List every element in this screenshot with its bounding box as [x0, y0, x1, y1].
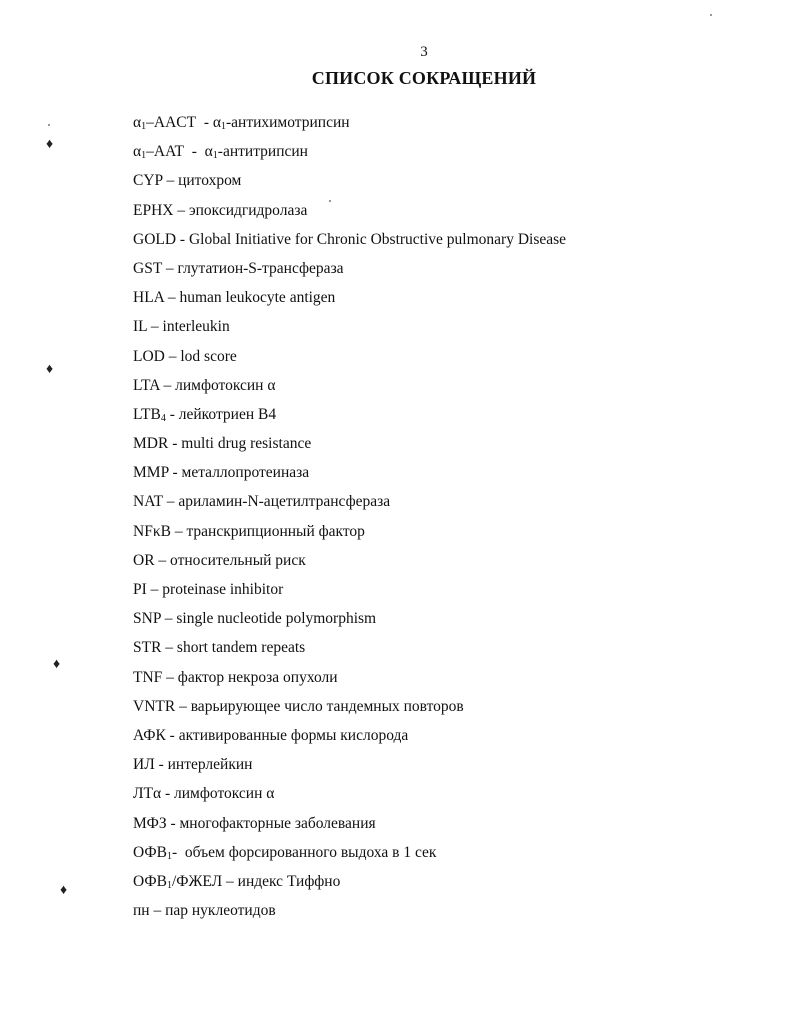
abbreviation-list	[133, 112, 566, 929]
abbreviation-entry: $\alpha_1$–AACT - $\alpha_1$-антихимотрипсин	[133, 114, 350, 132]
abbreviation-entry: CYP – цитохром	[133, 172, 242, 190]
abbreviation-entry: OR – относительный риск	[133, 551, 306, 569]
abbreviation-entry: EPHX – эпоксидгидролаза	[133, 201, 308, 219]
abbreviation-entry: пн – пар нуклеотидов	[133, 902, 276, 920]
abbreviation-entry: $LTB_4$ - лейкотриен B4	[133, 405, 277, 424]
scan-speck	[710, 14, 712, 16]
abbreviation-entry: PI – proteinase inhibitor	[133, 581, 284, 598]
abbreviation-entry: IL – interleukin	[133, 318, 230, 336]
page-number: 3	[420, 44, 428, 60]
abbreviation-entry: LOD – lod score	[133, 347, 237, 365]
abbreviation-entry: NFκB – транскрипционный фактор	[133, 522, 365, 540]
abbreviation-entry: $\alpha_1$–AAT - $\alpha_1$-антитрипсин	[133, 143, 308, 162]
page-title: СПИСОК СОКРАЩЕНИЙ	[311, 68, 537, 88]
abbreviation-entry: STR – short tandem repeats	[133, 639, 306, 657]
scan-mark: ♦	[46, 362, 54, 377]
scan-mark: ♦	[53, 657, 61, 672]
abbreviation-entry: GOLD - Global Initiative for Chronic Obstructive pulmonary Disease	[133, 230, 567, 248]
abbreviation-entry: GST – глутатион-S-трансфераза	[133, 259, 344, 277]
scan-speck	[329, 200, 331, 202]
scan-mark: ♦	[46, 137, 54, 152]
abbreviation-entry: ИЛ - интерлейкин	[133, 756, 253, 774]
abbreviation-entry: TNF – фактор некроза опухоли	[133, 668, 338, 686]
scan-mark: ♦	[60, 883, 68, 898]
abbreviation-entry: HLA – human leukocyte antigen	[133, 289, 336, 307]
abbreviation-entry: MDR - multi drug resistance	[133, 435, 312, 453]
scan-speck	[48, 124, 50, 126]
abbreviation-entry: SNP – single nucleotide polymorphism	[133, 610, 377, 628]
abbreviation-entry: $ОФВ_1$/ФЖЕЛ – индекс Тиффно	[133, 872, 341, 891]
abbreviation-entry: ЛТα - лимфотоксин α	[133, 785, 275, 803]
abbreviation-entry: LTA – лимфотоксин α	[133, 376, 276, 394]
abbreviation-entry: MMP - металлопротеиназа	[133, 464, 310, 482]
abbreviation-entry: VNTR – варьирующее число тандемных повторов	[133, 697, 464, 715]
abbreviation-entry: МФЗ - многофакторные заболевания	[133, 814, 376, 832]
abbreviation-entry: $ОФВ_1-$ объем форсированного выдоха в 1 сек	[133, 843, 437, 862]
abbreviation-entry: АФК - активированные формы кислорода	[133, 726, 409, 744]
abbreviation-entry: NAT – ариламин-N-ацетилтрансфераза	[133, 493, 391, 511]
